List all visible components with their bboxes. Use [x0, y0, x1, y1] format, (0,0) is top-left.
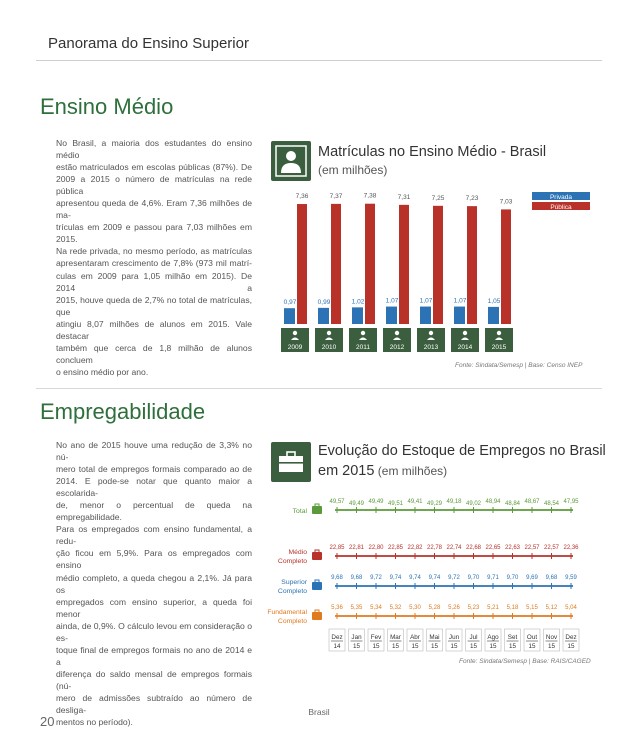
bar-label-publica: 7,38 [363, 192, 377, 200]
data-label: 48,84 [504, 501, 521, 507]
paragraph-line: 2014. E pode-se notar que quanto maior a escolarida- [56, 476, 252, 499]
bar-privada [352, 307, 363, 324]
data-label: 9,68 [331, 575, 343, 581]
data-label: 5,23 [467, 605, 480, 611]
page-header-title: Panorama do Ensino Superior [48, 35, 249, 52]
bar-label-publica: 7,31 [397, 193, 411, 201]
series-label: Médio [288, 549, 307, 556]
year-label: 15 [391, 643, 400, 650]
data-label: 9,72 [370, 575, 382, 581]
data-label: 22,36 [563, 545, 579, 551]
data-label: 47,95 [563, 499, 579, 505]
empregos-line-chart [255, 490, 600, 655]
year-label: 2015 [491, 344, 507, 351]
data-label: 49,51 [387, 501, 404, 507]
ensino-medio-paragraph [56, 137, 252, 378]
data-label: 48,67 [524, 499, 540, 505]
footer-country: Brasil [308, 707, 330, 717]
data-label: 5,15 [526, 605, 538, 611]
year-label: 15 [430, 643, 439, 650]
data-label: 9,69 [526, 575, 538, 581]
year-label: 15 [469, 643, 478, 650]
paragraph-line: diferença do saldo mensal de empregos formais (nú- [56, 668, 252, 691]
year-label: 2012 [389, 344, 405, 351]
bar-publica [467, 206, 477, 324]
bar-label-privada: 1,07 [385, 297, 399, 305]
bar-publica [365, 204, 375, 324]
data-label: 9,68 [350, 575, 363, 581]
data-label: 22,74 [446, 545, 462, 551]
year-label: 15 [547, 643, 556, 650]
chart2-source: Fonte: Sindata/Semesp | Base: RAIS/CAGED [459, 658, 591, 665]
student-icon [395, 331, 399, 335]
briefcase-icon [315, 580, 319, 583]
paragraph-line: apresentaram crescimento de 7,8% (973 mil matrí- [56, 258, 252, 269]
month-label: Fev [370, 634, 382, 641]
data-label: 9,74 [428, 575, 441, 581]
month-label: Mai [429, 634, 440, 641]
year-label: 14 [333, 643, 341, 650]
chart1-subtitle: (em milhões) [318, 163, 388, 177]
data-label: 48,54 [543, 501, 560, 507]
data-label: 5,12 [545, 605, 558, 611]
month-label: Nov [545, 634, 558, 641]
paragraph-line: mero de admissões subtraído ao número de desliga- [56, 692, 252, 716]
month-label: Dez [331, 634, 343, 641]
header-divider [36, 60, 602, 61]
bar-label-privada: 0,99 [317, 298, 331, 306]
bar-publica [331, 204, 341, 324]
bar-privada [488, 307, 499, 324]
paragraph-line: apresentou queda de 4,6%. Eram 7,36 milhões de ma- [56, 198, 252, 221]
paragraph-line: culas em 2009 para 1,05 milhão em 2015). De 2014 a [56, 270, 252, 293]
section-divider [36, 388, 602, 389]
data-label: 5,21 [487, 605, 499, 611]
data-label: 9,74 [389, 575, 402, 581]
bar-label-privada: 1,07 [419, 297, 433, 305]
year-label: 15 [372, 643, 380, 650]
series-label: Completo [277, 558, 307, 565]
paragraph-line: No Brasil, a maioria dos estudantes do ensino médio [56, 138, 252, 161]
student-icon [429, 331, 433, 335]
data-label: 49,02 [465, 501, 482, 507]
paragraph-line: estão matriculados em escolas públicas (87%). De [56, 162, 252, 173]
legend-label-publica: Pública [550, 204, 572, 211]
data-label: 22,63 [504, 545, 521, 551]
bar-privada [386, 307, 397, 324]
data-label: 22,65 [485, 545, 501, 551]
series-label: Completo [277, 618, 307, 625]
data-label: 9,72 [448, 575, 460, 581]
month-label: Set [507, 634, 518, 641]
bar-privada [318, 308, 329, 324]
data-label: 5,26 [448, 605, 460, 611]
bar-label-publica: 7,36 [295, 193, 309, 201]
data-label: 22,57 [524, 545, 540, 551]
data-label: 9,74 [409, 575, 421, 581]
bar-label-privada: 1,02 [351, 298, 365, 306]
empregabilidade-paragraph [56, 439, 252, 728]
month-label: Abr [410, 634, 420, 641]
data-label: 9,70 [506, 575, 519, 581]
month-label: Mar [390, 634, 401, 641]
data-label: 5,30 [409, 605, 421, 611]
data-label: 22,57 [543, 545, 560, 551]
data-label: 22,78 [426, 545, 443, 551]
student-icon [497, 331, 501, 335]
student-icon [271, 141, 311, 181]
paragraph-line: 2009 a 2015 o número de matrículas na rede pública [56, 174, 252, 197]
year-label: 15 [352, 643, 361, 650]
data-label: 22,81 [348, 545, 365, 551]
bar-label-privada: 1,05 [487, 297, 501, 305]
month-label: Out [526, 634, 538, 641]
paragraph-line: empregados com ensino superior, a queda foi menor [56, 596, 252, 619]
year-label: 2014 [457, 344, 473, 351]
section-title-ensino-medio: Ensino Médio [40, 94, 174, 119]
year-label: 2009 [287, 344, 303, 351]
month-label: Jun [448, 634, 460, 641]
paragraph-line: ainda, de 0,9%. O cálculo levou em consideração o es- [56, 620, 252, 643]
data-label: 5,35 [350, 605, 363, 611]
bar-publica [297, 204, 307, 324]
data-label: 9,68 [545, 575, 558, 581]
paragraph-line: mentos no período). [56, 717, 133, 728]
bar-privada [284, 308, 295, 324]
matriculas-bar-chart [270, 186, 600, 360]
year-label: 2013 [423, 344, 439, 351]
year-label: 2011 [356, 344, 370, 351]
month-label: Jan [351, 634, 362, 641]
briefcase-icon [315, 550, 319, 553]
year-label: 2010 [321, 344, 337, 351]
chart1-title: Matrículas no Ensino Médio - Brasil [318, 144, 547, 160]
briefcase-icon [312, 612, 322, 620]
data-label: 5,32 [389, 605, 402, 611]
data-label: 22,85 [329, 545, 345, 551]
year-label: 15 [567, 643, 575, 650]
bar-privada [420, 307, 431, 324]
data-label: 9,59 [565, 575, 577, 581]
paragraph-line: Para os empregados com ensino fundamental, a redu- [56, 524, 252, 547]
data-label: 49,57 [329, 499, 345, 505]
data-label: 49,29 [426, 501, 443, 507]
data-label: 49,41 [407, 499, 423, 505]
series-label: Total [292, 508, 307, 515]
briefcase-icon [312, 506, 322, 514]
student-icon [293, 331, 297, 335]
month-label: Ago [487, 634, 499, 641]
data-label: 5,04 [565, 605, 577, 611]
series-label: Superior [281, 579, 307, 586]
series-label: Fundamental [267, 609, 307, 616]
data-label: 9,70 [467, 575, 480, 581]
bar-label-privada: 1,07 [453, 297, 467, 305]
bar-label-publica: 7,37 [329, 192, 343, 200]
data-label: 49,18 [446, 499, 462, 505]
data-label: 9,71 [487, 575, 499, 581]
student-icon [361, 331, 365, 335]
briefcase-icon [315, 610, 319, 613]
data-label: 48,94 [485, 499, 501, 505]
paragraph-line: No ano de 2015 houve uma redução de 3,3% no nú- [56, 440, 252, 463]
paragraph-line: atingiu 8,07 milhões de alunos em 2015. Vale destacar [56, 318, 252, 341]
paragraph-line: Na rede privada, no mesmo período, as matrículas [56, 246, 252, 257]
legend-label-privada: Privada [549, 194, 573, 201]
paragraph-line: de, menor o percentual de queda na empregabilidade. [56, 500, 252, 523]
paragraph-line: 2015, houve queda de 2,7% no total de matrículas, que [56, 294, 252, 317]
chart2-subtitle: (em milhões) [374, 464, 448, 478]
chart1-source: Fonte: Sindata/Semesp | Base: Censo INEP [455, 362, 583, 369]
briefcase-icon [271, 442, 311, 482]
bar-label-publica: 7,25 [431, 194, 445, 202]
year-label: 15 [411, 643, 419, 650]
data-label: 22,80 [368, 545, 384, 551]
paragraph-line: mero total de empregos formais comparado ao de [56, 464, 252, 475]
series-label: Completo [277, 588, 307, 595]
year-label: 15 [450, 643, 458, 650]
data-label: 22,85 [387, 545, 404, 551]
paragraph-line: trículas em 2009 e passou para 7,03 milhões em 2015. [56, 222, 252, 245]
bar-label-publica: 7,23 [465, 195, 479, 203]
briefcase-icon [315, 504, 319, 507]
student-icon [327, 331, 331, 335]
section-title-empregabilidade: Empregabilidade [40, 399, 206, 424]
data-label: 5,34 [370, 605, 382, 611]
bar-publica [501, 209, 511, 324]
data-label: 22,68 [465, 545, 482, 551]
paragraph-line: ção ficou em 5,9%. Para os empregados com ensino [56, 548, 252, 571]
data-label: 5,36 [331, 605, 343, 611]
year-label: 15 [489, 643, 497, 650]
bar-privada [454, 307, 465, 324]
data-label: 49,49 [348, 501, 365, 507]
student-icon [463, 331, 467, 335]
chart2-title [318, 441, 606, 481]
bar-label-publica: 7,03 [499, 198, 513, 206]
chart2-title-line2: em 2015 [318, 463, 375, 479]
month-label: Dez [565, 634, 577, 641]
paragraph-line: também que cerca de 1,8 milhão de alunos concluem [56, 342, 252, 365]
bar-label-privada: 0,97 [283, 299, 297, 307]
briefcase-icon [312, 552, 322, 560]
paragraph-line: toque final de empregos formais no ano de 2014 e a [56, 644, 252, 667]
month-label: Jul [469, 634, 478, 641]
data-label: 49,49 [368, 499, 384, 505]
paragraph-line: médio completo, a queda chegou a 2,1%. Já para os [56, 572, 252, 595]
page-number: 20 [40, 714, 55, 729]
bar-publica [433, 206, 443, 324]
year-label: 15 [508, 643, 517, 650]
year-label: 15 [528, 643, 536, 650]
data-label: 5,18 [506, 605, 519, 611]
bar-publica [399, 205, 409, 324]
paragraph-line: o ensino médio por ano. [56, 366, 149, 377]
data-label: 22,82 [407, 545, 423, 551]
briefcase-icon [312, 582, 322, 590]
chart2-title-line1: Evolução do Estoque de Empregos no Brasil [318, 443, 606, 459]
data-label: 5,28 [428, 605, 441, 611]
